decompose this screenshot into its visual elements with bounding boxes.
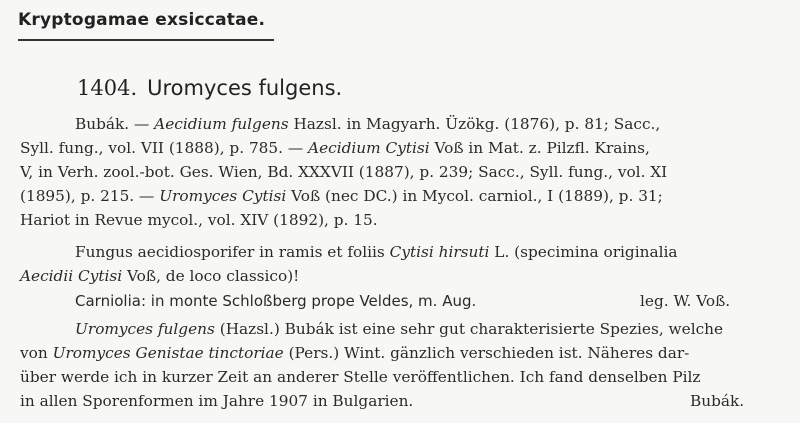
text-run: (Pers.) Wint. gänzlich verschieden ist. Näheres dar-	[283, 344, 690, 362]
habitat-line-2	[20, 267, 299, 285]
synonymy-line-1	[75, 115, 660, 133]
synonymy-line-4	[20, 187, 663, 205]
text-run: Hazsl. in Magyarh. Üzökg. (1876), p. 81; Sacc.,	[288, 115, 661, 133]
text-run: Voß (nec DC.) in Mycol. carniol., I (1889), p. 31;	[286, 187, 663, 205]
entry-title	[77, 76, 342, 100]
text-run: Voß, de loco classico)!	[122, 267, 300, 285]
text-run: Syll. fung., vol. VII (1888), p. 785. —	[20, 139, 309, 157]
text-run: in allen Sporenformen im Jahre 1907 in Bulgarien.	[20, 392, 414, 410]
italic-taxon: Aecidium Cytisi	[308, 139, 430, 157]
note-line-2	[20, 344, 689, 362]
text-run: über werde ich in kurzer Zeit an anderer Stelle veröffentlichen. Ich fand denselben Pilz	[20, 368, 701, 386]
text-run: Bubák. —	[75, 115, 155, 133]
habitat-line-1	[75, 243, 678, 261]
text-run: Fungus aecidiosporifer in ramis et foliis	[75, 243, 390, 261]
italic-taxon: Uromyces Genistae tinctoriae	[52, 344, 284, 362]
synonymy-line-2	[20, 139, 650, 157]
italic-taxon: Cytisi hirsuti	[389, 243, 490, 261]
text-run: L. (specimina originalia	[489, 243, 678, 261]
text-run: von	[20, 344, 53, 362]
text-run: Hariot in Revue mycol., vol. XIV (1892), p. 15.	[20, 211, 378, 229]
header-underline	[18, 39, 274, 41]
locality-line	[75, 292, 476, 310]
collector: leg. W. Voß.	[640, 292, 731, 310]
species-name: Uromyces fulgens.	[147, 76, 343, 100]
text-run: (1895), p. 215. —	[20, 187, 160, 205]
note-line-4	[20, 392, 413, 410]
text-run: Voß in Mat. z. Pilzfl. Krains,	[429, 139, 650, 157]
text-run: (Hazsl.) Bubák ist eine sehr gut charakterisierte Spezies, welche	[214, 320, 724, 338]
synonymy-line-3	[20, 163, 667, 181]
synonymy-line-5	[20, 211, 378, 229]
page-header: Kryptogamae exsiccatae.	[18, 10, 266, 30]
italic-taxon: Uromyces Cytisi	[159, 187, 287, 205]
text-run: V, in Verh. zool.-bot. Ges. Wien, Bd. XXXVII (1887), p. 239; Sacc., Syll. fung., vol. XI	[20, 163, 668, 181]
note-line-3	[20, 368, 700, 386]
author-signature: Bubák.	[690, 392, 745, 410]
entry-number: 1404.	[77, 76, 138, 100]
locality-region: Carniolia	[75, 292, 141, 310]
locality-text: : in monte Schloßberg prope Veldes, m. Aug.	[140, 292, 477, 310]
italic-taxon: Aecidii Cytisi	[20, 267, 123, 285]
note-line-1	[75, 320, 723, 338]
italic-taxon: Aecidium fulgens	[154, 115, 289, 133]
italic-taxon: Uromyces fulgens	[75, 320, 215, 338]
